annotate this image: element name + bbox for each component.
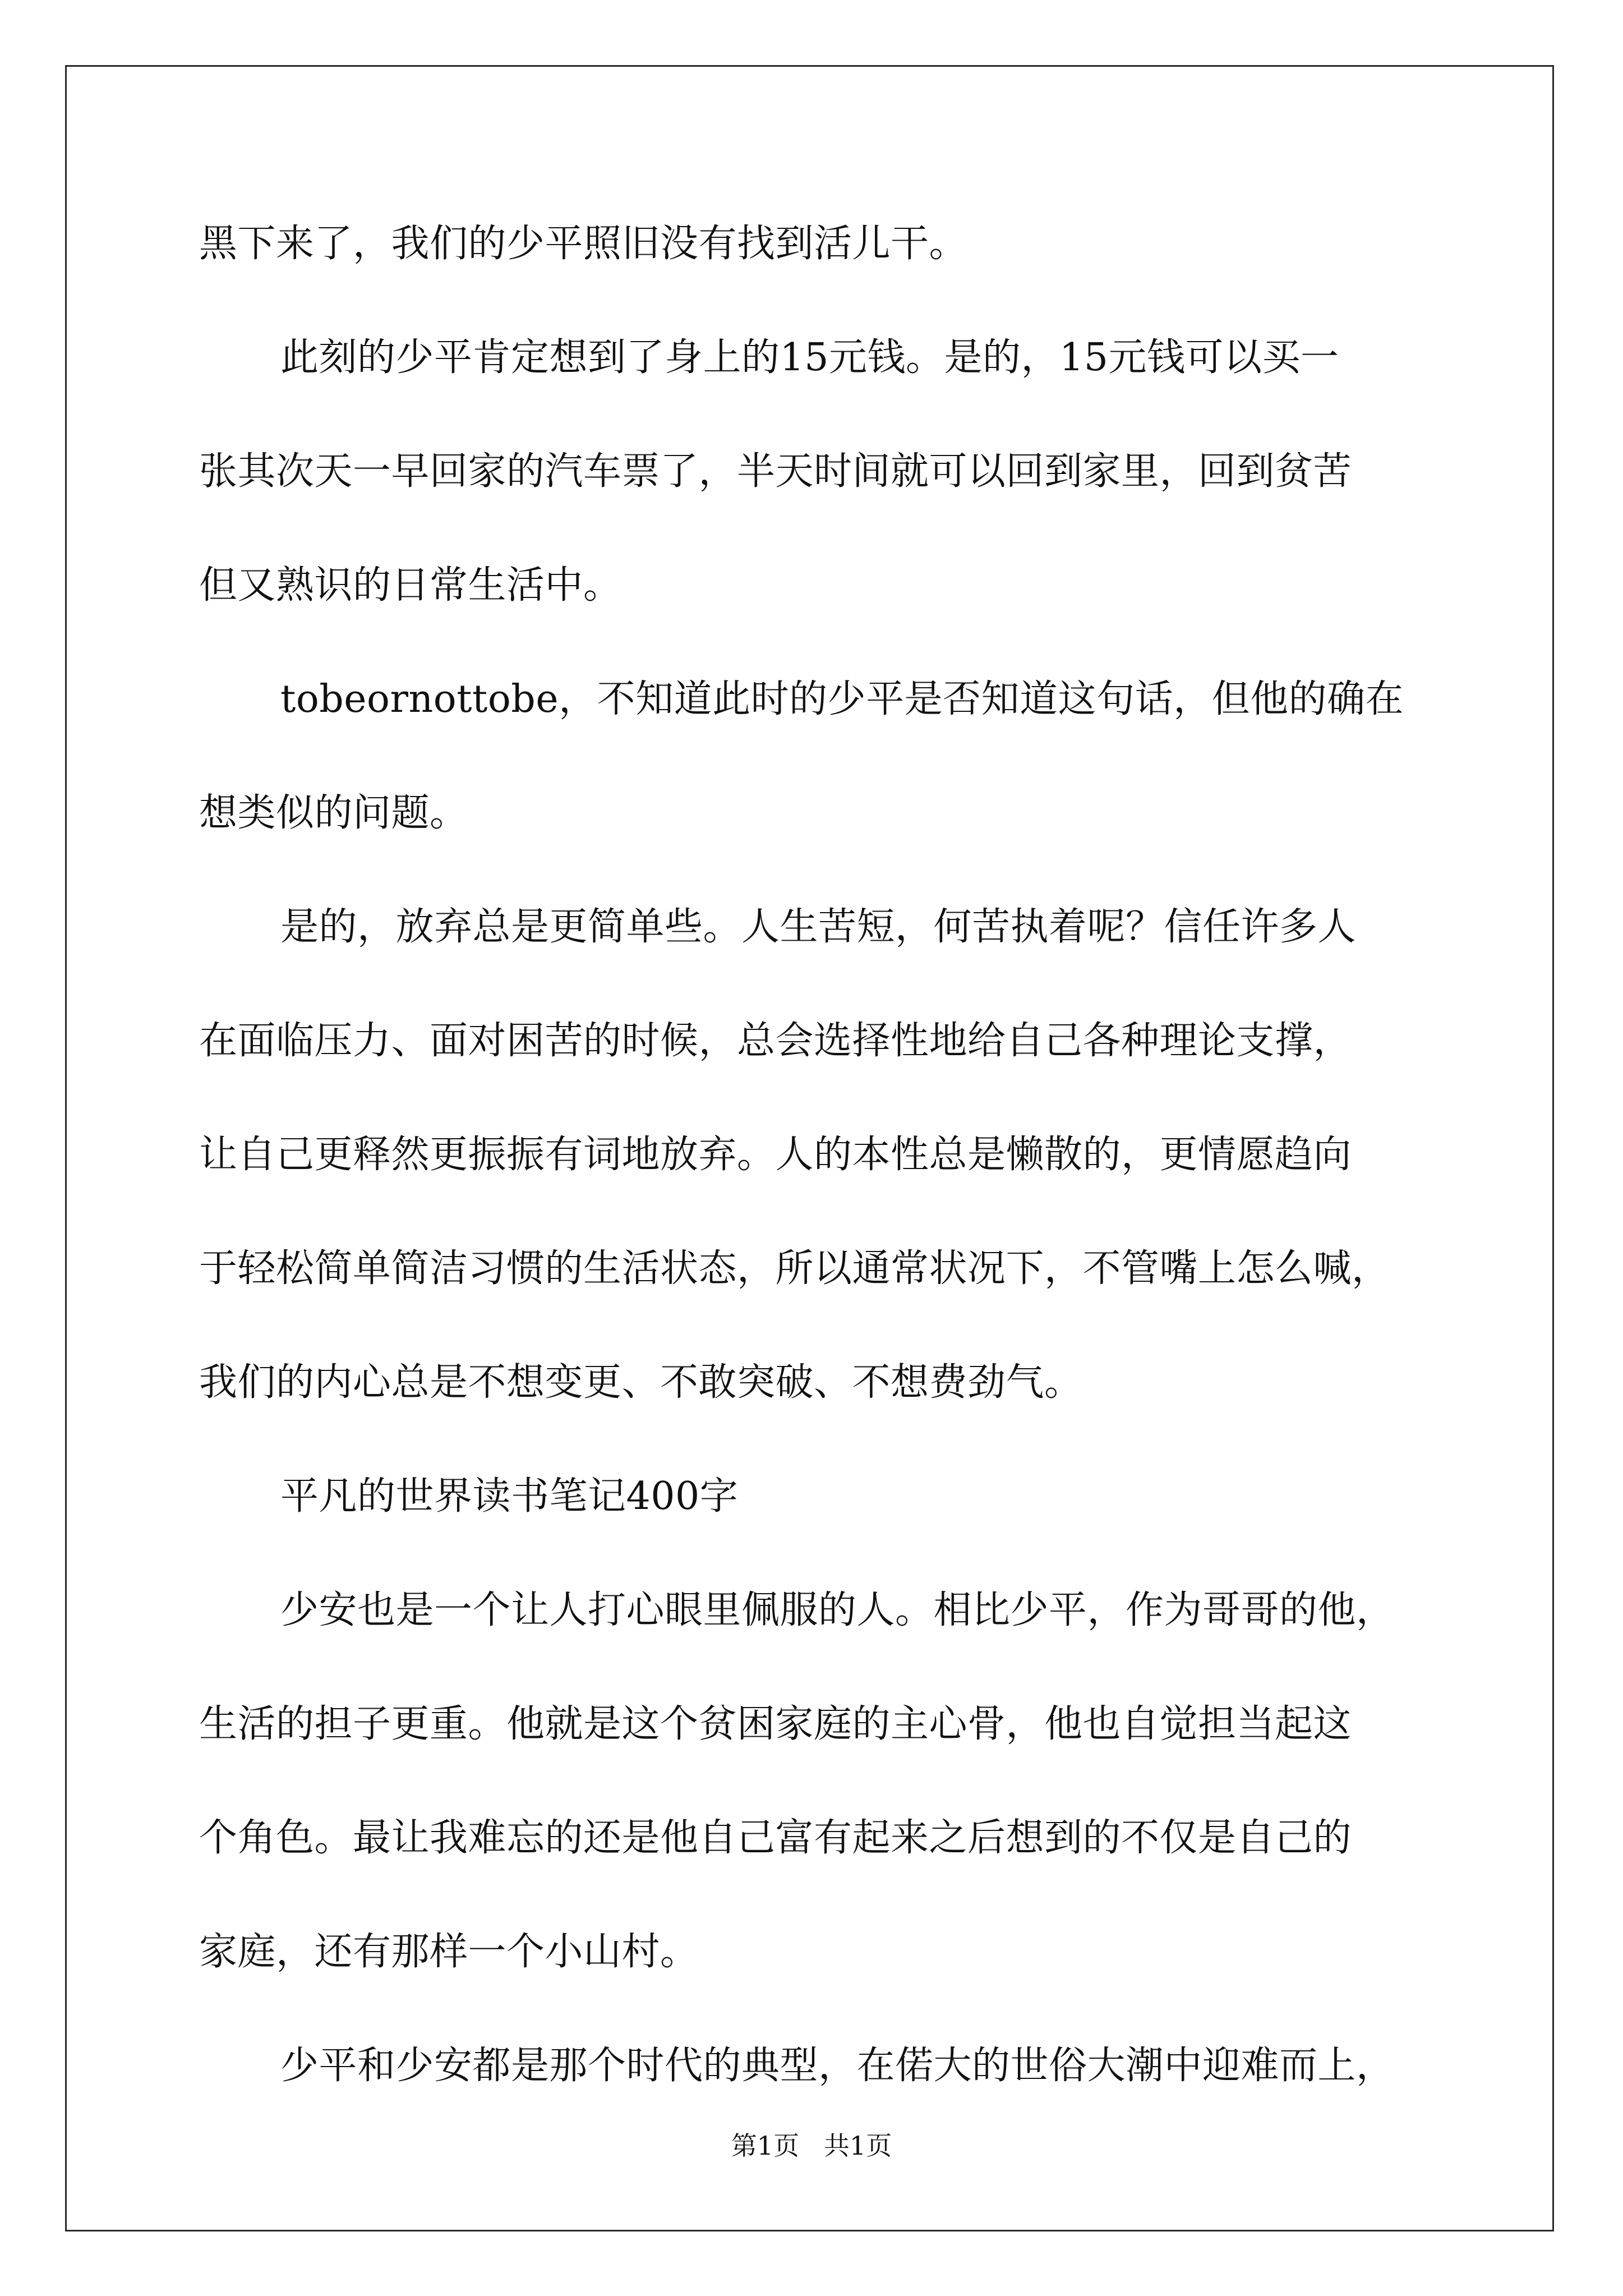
text-line: 让自己更释然更振振有词地放弃。人的本性总是懒散的，更情愿趋向 — [199, 1133, 1352, 1177]
paragraph-start-line: 是的，放弃总是更简单些。人生苦短，何苦执着呢？信任许多人 — [280, 905, 1357, 949]
text-line: 黑下来了，我们的少平照旧没有找到活儿干。 — [199, 222, 968, 266]
paragraph-start-line: tobeornottobe，不知道此时的少平是否知道这句话，但他的确在 — [280, 677, 1404, 721]
text-line: 在面临压力、面对困苦的时候，总会选择性地给自己各种理论支撑， — [199, 1019, 1352, 1063]
text-line: 家庭，还有那样一个小山村。 — [199, 1930, 699, 1974]
text-line: 生活的担子更重。他就是这个贫困家庭的主心骨，他也自觉担当起这 — [199, 1702, 1352, 1746]
paragraph-start-line: 此刻的少平肯定想到了身上的15元钱。是的，15元钱可以买一 — [280, 335, 1339, 380]
text-line: 我们的内心总是不想变更、不敢突破、不想费劲气。 — [199, 1360, 1083, 1405]
text-line: 想类似的问题。 — [199, 791, 468, 835]
text-line: 张其次天一早回家的汽车票了，半天时间就可以回到家里，回到贫苦 — [199, 449, 1352, 494]
document-body — [199, 216, 1472, 2152]
page-number-footer: 第1页 共1页 — [731, 2131, 892, 2161]
paragraph-start-line: 少安也是一个让人打心眼里佩服的人。相比少平，作为哥哥的他， — [280, 1588, 1395, 1632]
paragraph-start-line: 少平和少安都是那个时代的典型，在偌大的世俗大潮中迎难而上， — [280, 2044, 1395, 2088]
text-line: 但又熟识的日常生活中。 — [199, 563, 622, 608]
text-line: 个角色。最让我难忘的还是他自己富有起来之后想到的不仅是自己的 — [199, 1816, 1352, 1860]
section-heading: 平凡的世界读书笔记400字 — [280, 1474, 739, 1519]
text-line: 于轻松简单简洁习惯的生活状态，所以通常状况下，不管嘴上怎么喊， — [199, 1246, 1390, 1291]
